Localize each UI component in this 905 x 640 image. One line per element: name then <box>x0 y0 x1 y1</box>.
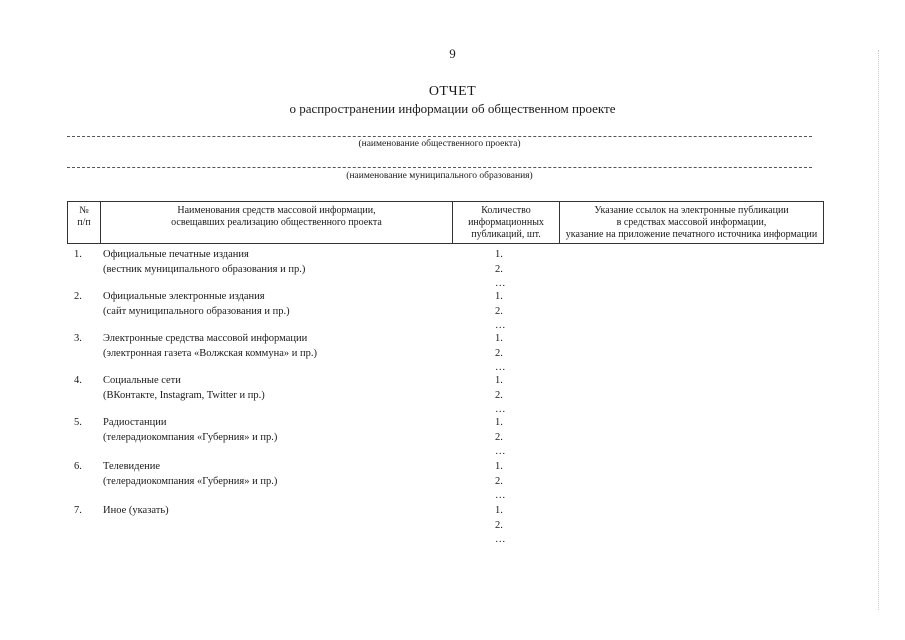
row-entries: 1. 2. … <box>495 505 506 545</box>
row-media-name: Социальные сети (ВКонтакте, Instagram, Twitter и пр.) <box>103 375 265 401</box>
row-entries: 1. 2. … <box>495 417 506 457</box>
row-media-name: Радиостанции (телерадиокомпания «Губерния» и пр.) <box>103 417 278 443</box>
row-number: 1. <box>74 249 82 260</box>
row-media-name: Электронные средства массовой информации (электронная газета «Волжская коммуна» и пр.) <box>103 333 317 359</box>
project-name-line <box>67 136 812 137</box>
header-number: № п/п <box>77 205 91 228</box>
header-publication-count: Количество информационных публикаций, шт. <box>452 202 559 243</box>
header-media-name: Наименования средств массовой информации, освещавших реализацию общественного проекта <box>100 202 452 243</box>
row-media-name: Телевидение (телерадиокомпания «Губерния» и пр.) <box>103 461 278 487</box>
municipality-name-line <box>67 167 812 168</box>
row-number: 5. <box>74 417 82 428</box>
header-links: Указание ссылок на электронные публикации в средствах массовой информации, указание на приложение печатного источника информации <box>559 202 823 243</box>
row-entries: 1. 2. … <box>495 375 506 415</box>
row-entries: 1. 2. … <box>495 461 506 501</box>
row-entries: 1. 2. … <box>495 291 506 331</box>
row-number: 4. <box>74 375 82 386</box>
page-title: ОТЧЕТ <box>428 84 477 99</box>
table-header <box>67 201 824 244</box>
row-entries: 1. 2. … <box>495 333 506 373</box>
row-media-name: Официальные электронные издания (сайт муниципального образования и пр.) <box>103 291 290 317</box>
row-number: 3. <box>74 333 82 344</box>
municipality-name-caption: (наименование муниципального образования) <box>346 171 533 181</box>
project-name-caption: (наименование общественного проекта) <box>358 139 521 149</box>
row-entries: 1. 2. … <box>495 249 506 289</box>
row-media-name: Официальные печатные издания (вестник муниципального образования и пр.) <box>103 249 306 275</box>
row-number: 7. <box>74 505 82 516</box>
row-number: 2. <box>74 291 82 302</box>
page-number: 9 <box>449 46 456 61</box>
row-media-name: Иное (указать) <box>103 505 169 516</box>
page-subtitle: о распространении информации об общественном проекте <box>289 101 616 116</box>
page-edge-artifact <box>878 50 879 610</box>
row-number: 6. <box>74 461 82 472</box>
